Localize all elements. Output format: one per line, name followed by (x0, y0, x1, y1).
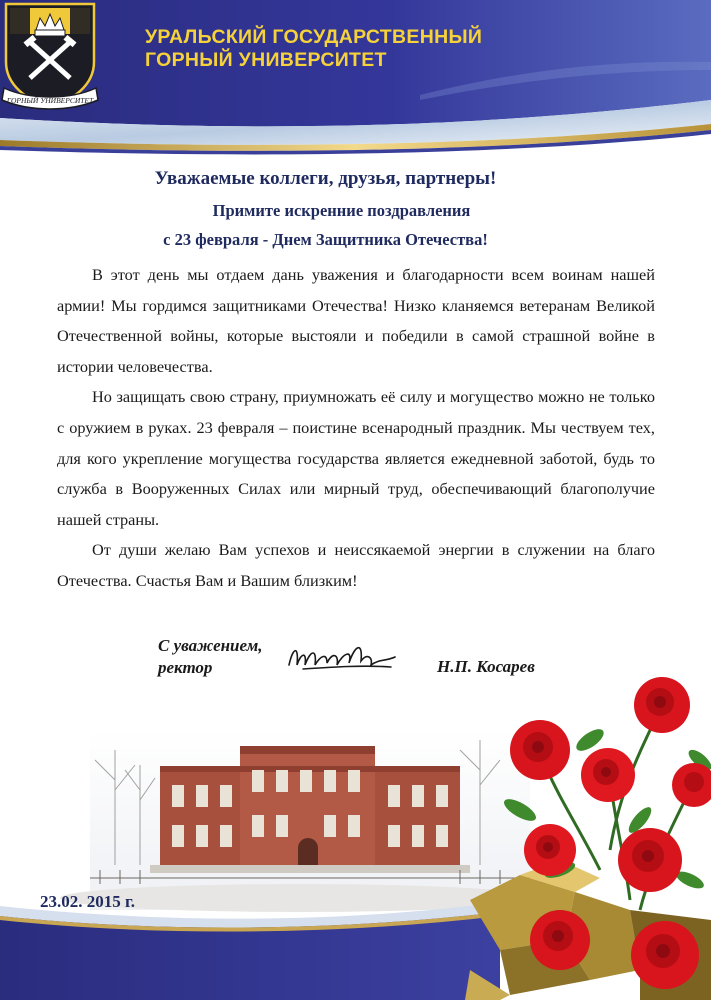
greeting-occasion: с 23 февраля - Днем Защитника Отечества! (163, 230, 488, 249)
rector-name: Н.П. Косарев (437, 657, 535, 676)
greeting-subtitle: Примите искренние поздравления (212, 201, 471, 220)
signature-closing: С уважением, (158, 636, 263, 655)
emblem-ribbon-text: ГОРНЫЙ УНИВЕРСИТЕТ (6, 96, 94, 105)
university-emblem-icon (0, 0, 100, 112)
letter-paragraph-3: От души желаю Вам успехов и неиссякаемой энергии в служении на благо Отечества. Счастья Вам и Вашим близким! (57, 540, 655, 590)
letterhead-header (0, 0, 711, 160)
letter-date: 23.02. 2015 г. (40, 892, 136, 911)
signature-position: ректор (158, 658, 213, 677)
letter-paragraph-2: Но защищать свою страну, приумножать её силу и могущество можно не только с оружием в руках. 23 февраля – поистине всенародный праздник. Мы чествуем тех, для кого укрепление могущества государства является ежедневной заботой, будь то служба в Вооруженных Силах или мирный труд, обеспечивающий благополучие нашей страны. (57, 387, 655, 529)
university-name-line1: УРАЛЬСКИЙ ГОСУДАРСТВЕННЫЙ (145, 26, 483, 48)
letter-paragraph-1: В этот день мы отдаем дань уважения и благодарности всем воинам нашей армии! Мы гордимся защитниками Отечества! Низко кланяемся ветеранам Великой Отечественной войны, которые выстояли и победили в самой страшной войне в истории человечества. (57, 265, 655, 376)
letter-body (57, 260, 655, 597)
university-name-line2: ГОРНЫЙ УНИВЕРСИТЕТ (145, 49, 387, 71)
handwritten-signature (283, 635, 403, 680)
university-name (145, 26, 482, 72)
signature-label (158, 635, 263, 679)
greeting-title: Уважаемые коллеги, друзья, партнеры! (154, 168, 497, 189)
header-background (0, 0, 711, 160)
footer-illustration (0, 670, 711, 1000)
